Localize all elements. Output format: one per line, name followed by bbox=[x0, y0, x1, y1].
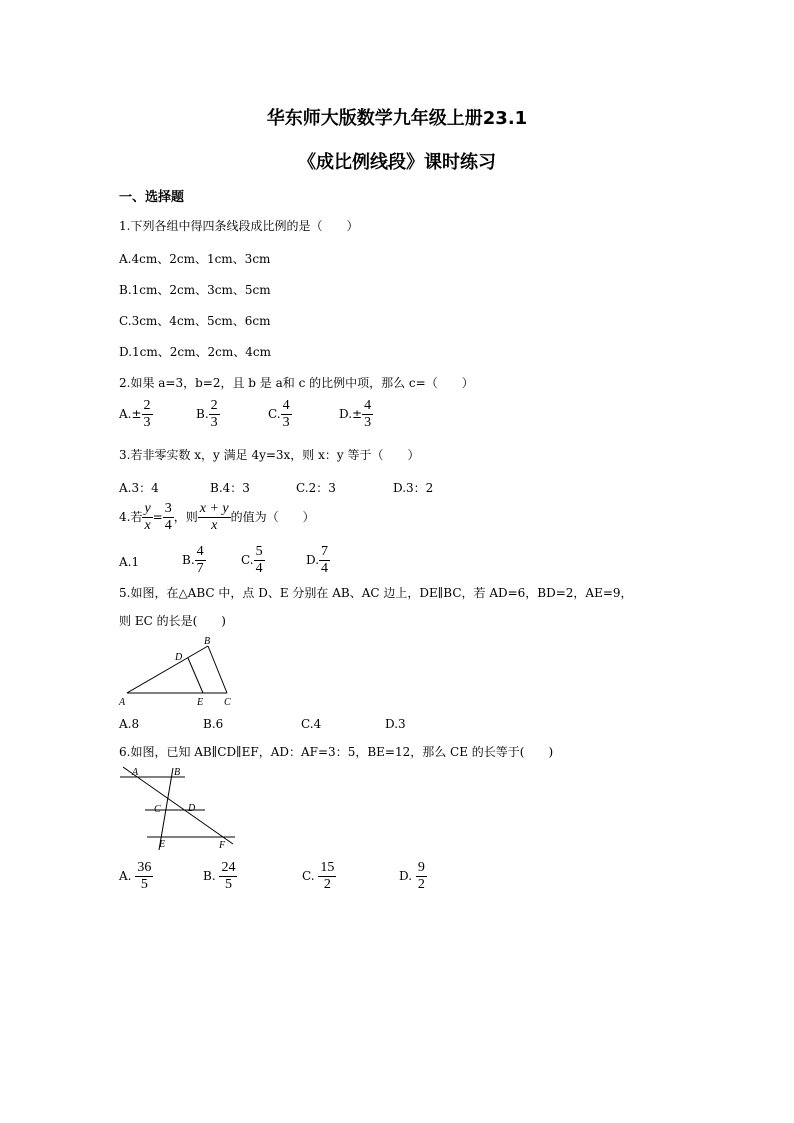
plus-minus-sign: ± bbox=[352, 407, 363, 421]
q4-stem bbox=[119, 501, 315, 534]
q3-option-a: A.3：4 bbox=[119, 481, 159, 495]
q6-option-d bbox=[399, 860, 427, 893]
q4-option-d bbox=[306, 544, 330, 577]
label-d: D bbox=[175, 652, 183, 663]
numerator: x + y bbox=[199, 501, 229, 516]
segment-bc bbox=[208, 646, 227, 693]
numerator: y bbox=[144, 501, 151, 516]
q4-option-b bbox=[182, 544, 206, 577]
fraction bbox=[209, 398, 220, 431]
parallel-lines-figure bbox=[115, 764, 243, 852]
denominator: x bbox=[144, 518, 151, 533]
q4-option-a bbox=[119, 555, 139, 569]
option-value: 1 bbox=[131, 555, 140, 569]
q1-option-b: B.1cm、2cm、3cm、5cm bbox=[119, 283, 271, 297]
denominator: x bbox=[211, 518, 218, 533]
label-c: C bbox=[224, 697, 231, 708]
q1-stem: 1.下列各组中得四条线段成比例的是（ ） bbox=[119, 219, 359, 233]
page-title-line2: 《成比例线段》课时练习 bbox=[298, 152, 496, 173]
numerator: 4 bbox=[364, 398, 372, 413]
fraction bbox=[195, 544, 206, 577]
label-f: F bbox=[219, 840, 226, 851]
option-label: D. bbox=[306, 553, 320, 567]
label-a: A bbox=[119, 697, 126, 708]
fraction bbox=[362, 398, 373, 431]
fraction bbox=[142, 398, 153, 431]
q2-option-a bbox=[119, 398, 153, 431]
q6-option-c bbox=[302, 860, 336, 893]
numerator: 5 bbox=[255, 544, 263, 559]
q2-option-c bbox=[268, 398, 292, 431]
option-label: C. bbox=[241, 553, 254, 567]
q6-option-a bbox=[119, 860, 153, 893]
label-b: B bbox=[204, 636, 211, 647]
segment-de bbox=[188, 658, 203, 693]
numerator: 15 bbox=[320, 860, 335, 875]
fraction bbox=[135, 860, 153, 893]
fraction-x-plus-y-over-x bbox=[198, 501, 231, 534]
denominator: 5 bbox=[140, 877, 148, 892]
fraction bbox=[219, 860, 237, 893]
q1-option-c: C.3cm、4cm、5cm、6cm bbox=[119, 314, 271, 328]
numerator: 2 bbox=[143, 398, 151, 413]
numerator: 36 bbox=[137, 860, 152, 875]
numerator: 4 bbox=[196, 544, 204, 559]
denominator: 4 bbox=[255, 561, 263, 576]
q5-stem-line2: 则 EC 的长是( ) bbox=[119, 614, 226, 628]
label-b: B bbox=[174, 767, 181, 778]
transversal-af bbox=[123, 767, 233, 844]
denominator: 3 bbox=[282, 415, 290, 430]
option-label: C. bbox=[302, 869, 315, 883]
q5-stem-line1: 5.如图，在△ABC 中，点 D、E 分别在 AB、AC 边上，DE∥BC，若 AD=6，BD=2，AE=9， bbox=[119, 586, 633, 600]
q4-prefix: 4.若 bbox=[119, 510, 143, 524]
denominator: 5 bbox=[224, 877, 232, 892]
option-label: B. bbox=[182, 553, 195, 567]
q4-mid: ，则 bbox=[173, 510, 198, 524]
fraction-three-quarters bbox=[163, 501, 174, 534]
q3-stem: 3.若非零实数 x，y 满足 4y=3x，则 x：y 等于（ ） bbox=[119, 448, 420, 462]
fraction bbox=[281, 398, 292, 431]
denominator: 3 bbox=[210, 415, 218, 430]
q3-option-b: B.4：3 bbox=[210, 481, 250, 495]
q4-suffix: 的值为（ ） bbox=[230, 510, 315, 524]
label-e: E bbox=[159, 839, 166, 850]
numerator: 2 bbox=[210, 398, 218, 413]
page-title-line1: 华东师大版数学九年级上册23.1 bbox=[266, 108, 528, 129]
triangle-abc-figure bbox=[115, 633, 245, 711]
label-a: A bbox=[132, 767, 139, 778]
numerator: 4 bbox=[282, 398, 290, 413]
q1-option-d: D.1cm、2cm、2cm、4cm bbox=[119, 345, 271, 359]
denominator: 4 bbox=[164, 518, 172, 533]
plus-minus-sign: ± bbox=[131, 407, 142, 421]
fraction bbox=[416, 860, 427, 893]
numerator: 3 bbox=[164, 501, 172, 516]
label-c: C bbox=[154, 804, 161, 815]
section-heading: 一、选择题 bbox=[119, 190, 185, 205]
q5-option-d: D.3 bbox=[385, 717, 406, 731]
fraction-y-over-x bbox=[142, 501, 152, 534]
option-label: A. bbox=[119, 555, 132, 569]
q1-option-a: A.4cm、2cm、1cm、3cm bbox=[119, 252, 271, 266]
fraction bbox=[254, 544, 265, 577]
fraction bbox=[319, 544, 330, 577]
numerator: 24 bbox=[221, 860, 236, 875]
q2-option-d bbox=[339, 398, 373, 431]
denominator: 3 bbox=[364, 415, 372, 430]
q5-option-a: A.8 bbox=[119, 717, 140, 731]
q5-option-b: B.6 bbox=[203, 717, 224, 731]
denominator: 3 bbox=[143, 415, 151, 430]
q3-option-d: D.3：2 bbox=[393, 481, 434, 495]
denominator: 4 bbox=[321, 561, 329, 576]
q2-stem: 2.如果 a=3，b=2，且 b 是 a和 c 的比例中项，那么 c=（ ） bbox=[119, 376, 474, 390]
label-d: D bbox=[188, 803, 196, 814]
option-label: A. bbox=[119, 869, 132, 883]
q3-option-c: C.2：3 bbox=[296, 481, 336, 495]
fraction bbox=[318, 860, 336, 893]
denominator: 7 bbox=[196, 561, 204, 576]
option-label: D. bbox=[339, 407, 353, 421]
segment-ab bbox=[127, 646, 208, 693]
option-label: C. bbox=[268, 407, 281, 421]
denominator: 2 bbox=[323, 877, 331, 892]
numerator: 7 bbox=[321, 544, 329, 559]
option-label: D. bbox=[399, 869, 413, 883]
denominator: 2 bbox=[417, 877, 425, 892]
transversal-be bbox=[159, 768, 173, 850]
option-label: A. bbox=[119, 407, 132, 421]
q2-option-b bbox=[196, 398, 220, 431]
numerator: 9 bbox=[417, 860, 425, 875]
q4-option-c bbox=[241, 544, 265, 577]
q6-stem: 6.如图，已知 AB∥CD∥EF，AD：AF=3：5，BE=12，那么 CE 的长等于( ) bbox=[119, 745, 554, 759]
label-e: E bbox=[197, 697, 204, 708]
equals-sign: = bbox=[152, 510, 163, 524]
option-label: B. bbox=[203, 869, 216, 883]
q6-option-b bbox=[203, 860, 237, 893]
q5-option-c: C.4 bbox=[301, 717, 322, 731]
option-label: B. bbox=[196, 407, 209, 421]
